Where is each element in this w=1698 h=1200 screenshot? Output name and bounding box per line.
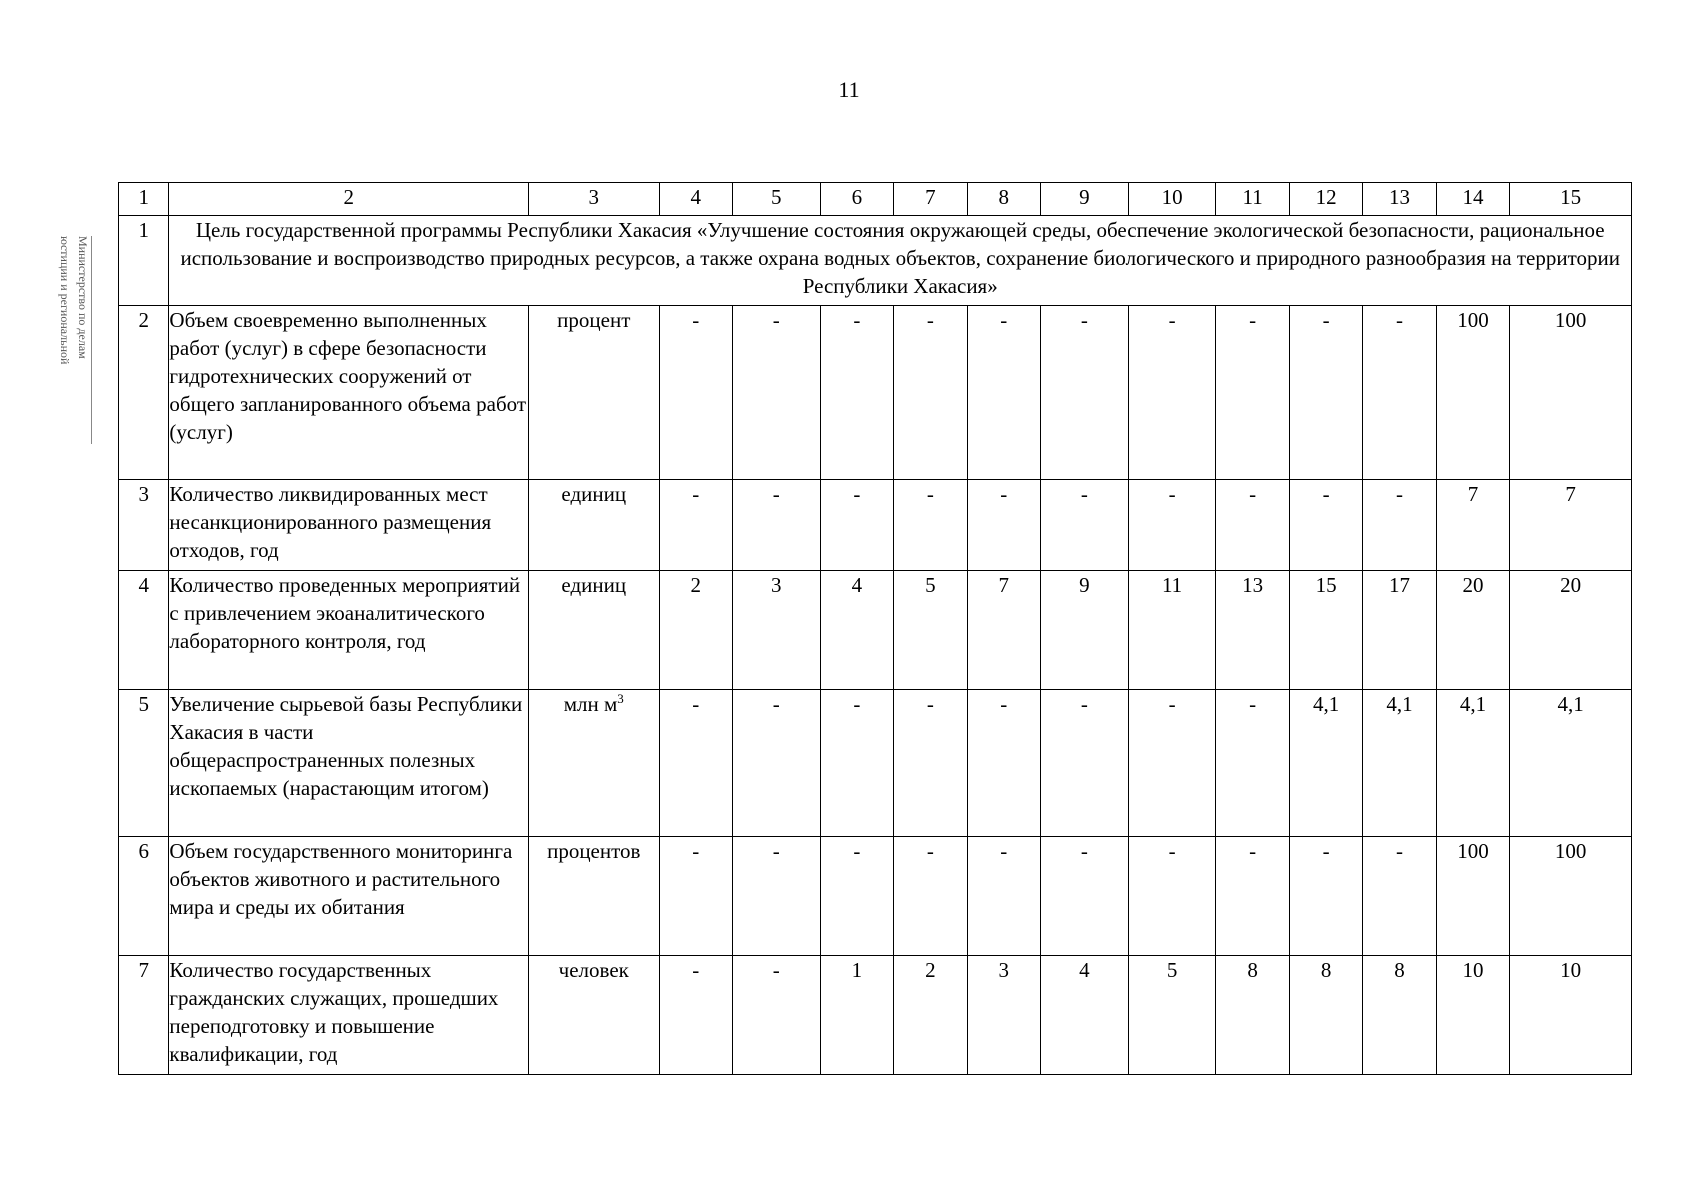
value-cell: - — [1216, 480, 1289, 571]
value-cell: - — [1128, 306, 1216, 480]
indicators-table — [118, 182, 1632, 1075]
value-cell: - — [1363, 837, 1436, 956]
value-cell: - — [1289, 480, 1362, 571]
value-cell: - — [820, 837, 893, 956]
unit-of-measure: единиц — [529, 480, 659, 571]
value-cell: - — [732, 306, 820, 480]
row-number: 3 — [119, 480, 169, 571]
value-cell: 20 — [1436, 571, 1509, 690]
value-cell: 10 — [1436, 956, 1509, 1075]
row-number: 4 — [119, 571, 169, 690]
value-cell: - — [1363, 480, 1436, 571]
stamp-line-1: Министерство по делам — [76, 236, 90, 359]
value-cell: - — [894, 480, 967, 571]
unit-of-measure: человек — [529, 956, 659, 1075]
value-cell: 4,1 — [1363, 690, 1436, 837]
value-cell: - — [1128, 480, 1216, 571]
value-cell: 2 — [659, 571, 732, 690]
column-number: 13 — [1363, 183, 1436, 216]
value-cell: 7 — [1510, 480, 1632, 571]
value-cell: 4,1 — [1436, 690, 1509, 837]
column-number: 11 — [1216, 183, 1289, 216]
value-cell: 9 — [1041, 571, 1129, 690]
value-cell: 5 — [1128, 956, 1216, 1075]
value-cell: - — [732, 956, 820, 1075]
column-number: 2 — [169, 183, 529, 216]
value-cell: 15 — [1289, 571, 1362, 690]
value-cell: 100 — [1436, 306, 1509, 480]
value-cell: - — [967, 837, 1040, 956]
table-row — [119, 956, 1632, 1075]
unit-of-measure: процент — [529, 306, 659, 480]
value-cell: - — [1216, 306, 1289, 480]
page-number: 11 — [838, 77, 860, 102]
value-cell: 3 — [967, 956, 1040, 1075]
unit-superscript: 3 — [617, 691, 624, 706]
stamp-line-2: юстиции и региональной — [58, 236, 72, 365]
table-row — [119, 480, 1632, 571]
column-number-row — [119, 183, 1632, 216]
value-cell: 8 — [1363, 956, 1436, 1075]
indicator-name: Количество ликвидированных мест несанкционированного размещения отходов, год — [169, 480, 529, 571]
table-row — [119, 837, 1632, 956]
value-cell: - — [967, 306, 1040, 480]
value-cell: 2 — [894, 956, 967, 1075]
column-number: 10 — [1128, 183, 1216, 216]
value-cell: 4,1 — [1289, 690, 1362, 837]
value-cell: - — [1041, 837, 1129, 956]
value-cell: - — [1041, 306, 1129, 480]
program-goal: Цель государственной программы Республики Хакасия «Улучшение состояния окружающей среды, обеспечение экологической безопасности, рациональное использование и воспроизводство природных ресурсов, а также охрана водных объектов, сохранение биологического и природного разнообразия на территории Республики Хакасия» — [169, 216, 1632, 306]
value-cell: - — [894, 837, 967, 956]
value-cell: - — [1289, 837, 1362, 956]
value-cell: 11 — [1128, 571, 1216, 690]
column-number: 8 — [967, 183, 1040, 216]
value-cell: 5 — [894, 571, 967, 690]
column-number: 3 — [529, 183, 659, 216]
column-number: 9 — [1041, 183, 1129, 216]
indicator-name: Количество проведенных мероприятий с привлечением экоаналитического лабораторного контроля, год — [169, 571, 529, 690]
column-number: 15 — [1510, 183, 1632, 216]
value-cell: 100 — [1510, 306, 1632, 480]
unit-of-measure: процентов — [529, 837, 659, 956]
value-cell: - — [820, 690, 893, 837]
value-cell: 3 — [732, 571, 820, 690]
indicator-name: Объем своевременно выполненных работ (услуг) в сфере безопасности гидротехнических сооружений от общего запланированного объема работ (услуг) — [169, 306, 529, 480]
value-cell: - — [732, 690, 820, 837]
value-cell: - — [732, 837, 820, 956]
column-number: 5 — [732, 183, 820, 216]
unit-of-measure: единиц — [529, 571, 659, 690]
value-cell: - — [820, 306, 893, 480]
value-cell: 17 — [1363, 571, 1436, 690]
value-cell: - — [659, 837, 732, 956]
value-cell: 4 — [820, 571, 893, 690]
value-cell: - — [967, 690, 1040, 837]
column-number: 12 — [1289, 183, 1362, 216]
row-number: 6 — [119, 837, 169, 956]
value-cell: - — [820, 480, 893, 571]
value-cell: - — [1041, 480, 1129, 571]
value-cell: 8 — [1289, 956, 1362, 1075]
value-cell: 7 — [1436, 480, 1509, 571]
table-row — [119, 571, 1632, 690]
value-cell: 8 — [1216, 956, 1289, 1075]
value-cell: - — [1216, 690, 1289, 837]
indicator-name: Объем государственного мониторинга объектов животного и растительного мира и среды их обитания — [169, 837, 529, 956]
value-cell: - — [1128, 690, 1216, 837]
row-number: 1 — [119, 216, 169, 306]
value-cell: 10 — [1510, 956, 1632, 1075]
column-number: 7 — [894, 183, 967, 216]
column-number: 14 — [1436, 183, 1509, 216]
unit-text: млн м — [563, 692, 618, 716]
table-row — [119, 306, 1632, 480]
value-cell: - — [1216, 837, 1289, 956]
value-cell: - — [1289, 306, 1362, 480]
value-cell: 7 — [967, 571, 1040, 690]
column-number: 6 — [820, 183, 893, 216]
column-number: 4 — [659, 183, 732, 216]
row-number: 2 — [119, 306, 169, 480]
value-cell: 20 — [1510, 571, 1632, 690]
registration-stamp — [34, 236, 92, 444]
value-cell: - — [659, 480, 732, 571]
value-cell: - — [659, 306, 732, 480]
indicator-name: Количество государственных гражданских служащих, прошедших переподготовку и повышение квалификации, год — [169, 956, 529, 1075]
value-cell: - — [659, 690, 732, 837]
value-cell: - — [732, 480, 820, 571]
value-cell: - — [1128, 837, 1216, 956]
value-cell: 4,1 — [1510, 690, 1632, 837]
goal-row — [119, 216, 1632, 306]
value-cell: - — [659, 956, 732, 1075]
unit-of-measure — [529, 690, 659, 837]
value-cell: 1 — [820, 956, 893, 1075]
value-cell: 4 — [1041, 956, 1129, 1075]
value-cell: 13 — [1216, 571, 1289, 690]
value-cell: - — [1041, 690, 1129, 837]
value-cell: - — [1363, 306, 1436, 480]
indicator-name: Увеличение сырьевой базы Республики Хакасия в части общераспространенных полезных ископаемых (нарастающим итогом) — [169, 690, 529, 837]
value-cell: - — [967, 480, 1040, 571]
row-number: 7 — [119, 956, 169, 1075]
value-cell: 100 — [1436, 837, 1509, 956]
value-cell: 100 — [1510, 837, 1632, 956]
table-row — [119, 690, 1632, 837]
row-number: 5 — [119, 690, 169, 837]
column-number: 1 — [119, 183, 169, 216]
value-cell: - — [894, 306, 967, 480]
value-cell: - — [894, 690, 967, 837]
